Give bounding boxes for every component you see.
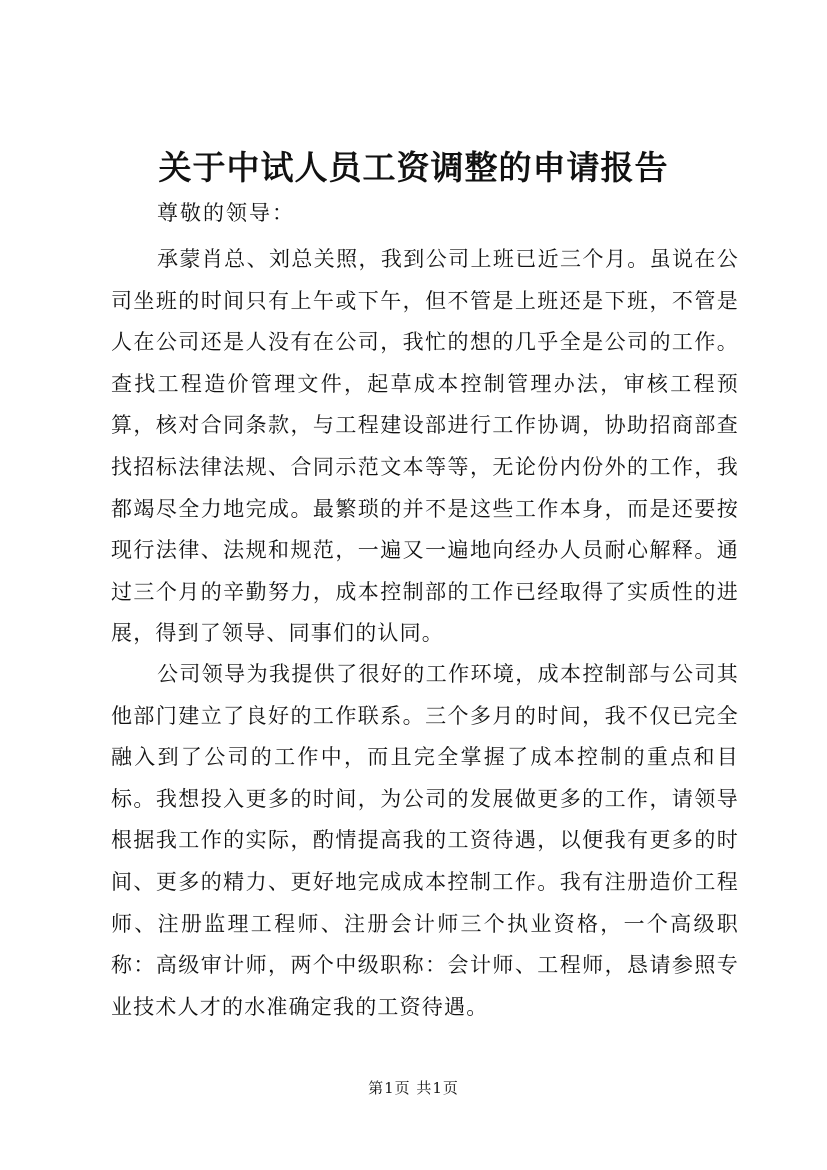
page-footer: 第1页 共1页 xyxy=(368,1079,459,1097)
paragraph-1: 承蒙肖总、刘总关照，我到公司上班已近三个月。虽说在公司坐班的时间只有上午或下午，但不管是上班还是下班，不管是人在公司还是人没有在公司，我忙的想的几乎全是公司的工作。查找工程造价管理文件，起草成本控制管理办法，审核工程预算，核对合同条款，与工程建设部进行工作协调，协助招商部查找招标法律法规、合同示范文本等等，无论份内份外的工作，我都竭尽全力地完成。最繁琐的并不是这些工作本身，而是还要按现行法律、法规和规范，一遍又一遍地向经办人员耐心解释。通过三个月的辛勤努力，成本控制部的工作已经取得了实质性的进展，得到了领导、同事们的认同。 xyxy=(111,247,739,646)
page-title: 关于中试人员工资调整的申请报告 xyxy=(158,148,669,187)
salutation: 尊敬的领导： xyxy=(157,201,295,225)
paragraph-2: 公司领导为我提供了很好的工作环境，成本控制部与公司其他部门建立了良好的工作联系。三个多月的时间，我不仅已完全融入到了公司的工作中，而且完全掌握了成本控制的重点和目标。我想投入更多的时间，为公司的发展做更多的工作，请领导根据我工作的实际，酌情提高我的工资待遇，以便我有更多的时间、更多的精力、更好地完成成本控制工作。我有注册造价工程师、注册监理工程师、注册会计师三个执业资格，一个高级职称：高级审计师，两个中级职称：会计师、工程师，恳请参照专业技术人才的水准确定我的工资待遇。 xyxy=(111,662,739,1019)
